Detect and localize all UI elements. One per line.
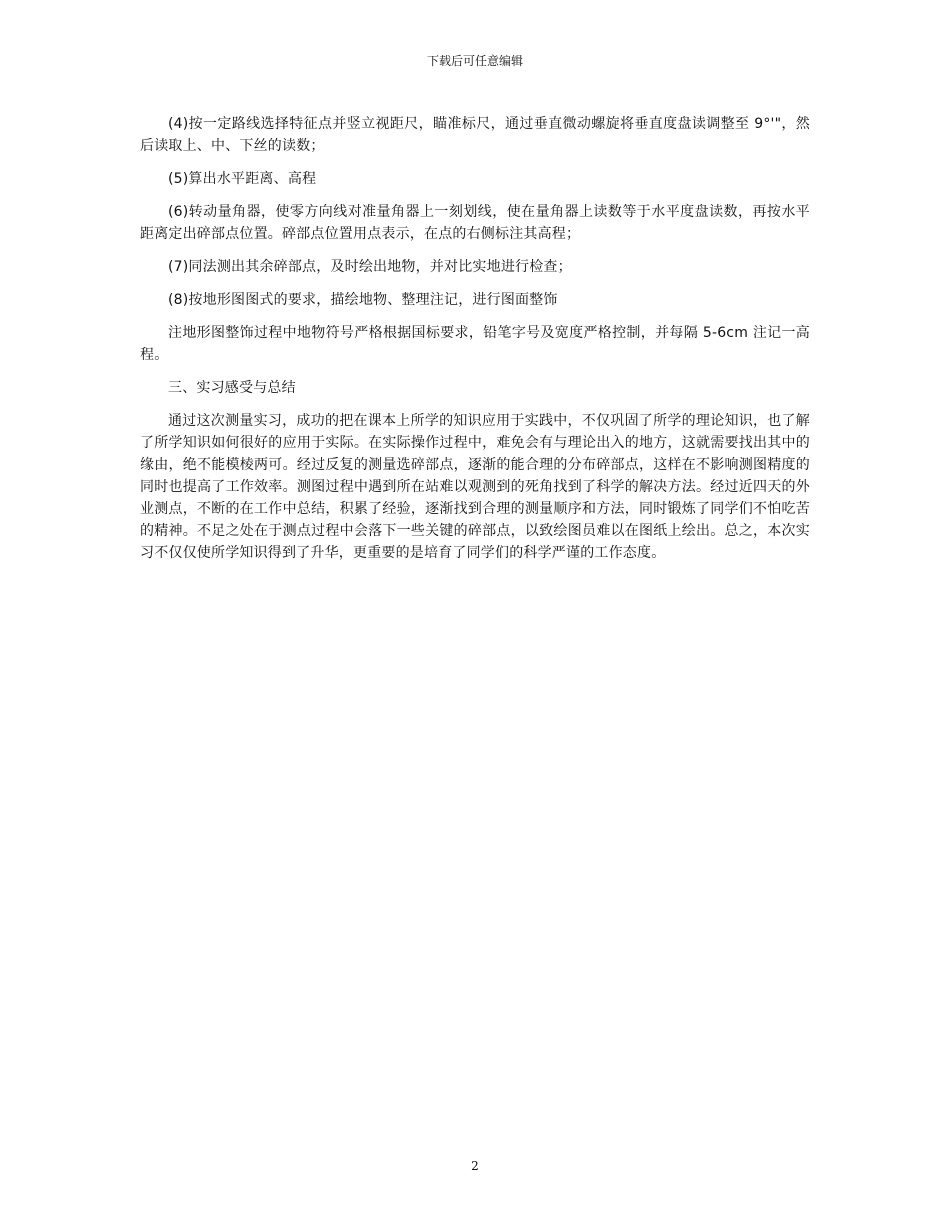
step-4-paragraph: (4)按一定路线选择特征点并竖立视距尺，瞄准标尺，通过垂直微动螺旋将垂直度盘读调整至 9°'"，然后读取上、中、下丝的读数； xyxy=(140,116,810,154)
page-number: 2 xyxy=(471,1159,479,1173)
page-header: 下载后可任意编辑 xyxy=(426,54,523,68)
step-6-paragraph: (6)转动量角器，使零方向线对准量角器上一刻划线，使在量角器上读数等于水平度盘读数，再按水平距离定出碎部点位置。碎部点位置用点表示，在点的右侧标注其高程； xyxy=(140,204,810,242)
step-5-paragraph: (5)算出水平距离、高程 xyxy=(168,171,317,187)
section-heading: 三、实习感受与总结 xyxy=(168,380,296,396)
step-7-paragraph: (7)同法测出其余碎部点，及时绘出地物，并对比实地进行检查； xyxy=(168,259,572,275)
note-paragraph: 注地形图整饰过程中地物符号严格根据国标要求，铅笔字号及宽度严格控制，并每隔 5-6cm 注记一高程。 xyxy=(140,325,810,363)
step-8-paragraph: (8)按地形图图式的要求，描绘地物、整理注记，进行图面整饰 xyxy=(168,292,558,308)
document-body xyxy=(140,113,810,575)
summary-paragraph: 通过这次测量实习，成功的把在课本上所学的知识应用于实践中，不仅巩固了所学的理论知识，也了解了所学知识如何很好的应用于实际。在实际操作过程中，难免会有与理论出入的地方，这就需要找出其中的缘由，绝不能模棱两可。经过反复的测量选碎部点，逐渐的能合理的分布碎部点，这样在不影响测图精度的同时也提高了工作效率。测图过程中遇到所在站难以观测到的死角找到了科学的解决方法。经过近四天的外业测点，不断的在工作中总结，积累了经验，逐渐找到合理的测量顺序和方法，同时锻炼了同学们不怕吃苦的精神。不足之处在于测点过程中会落下一些关键的碎部点，以致绘图员难以在图纸上绘出。总之，本次实习不仅仅使所学知识得到了升华，更重要的是培育了同学们的科学严谨的工作态度。 xyxy=(140,413,810,561)
